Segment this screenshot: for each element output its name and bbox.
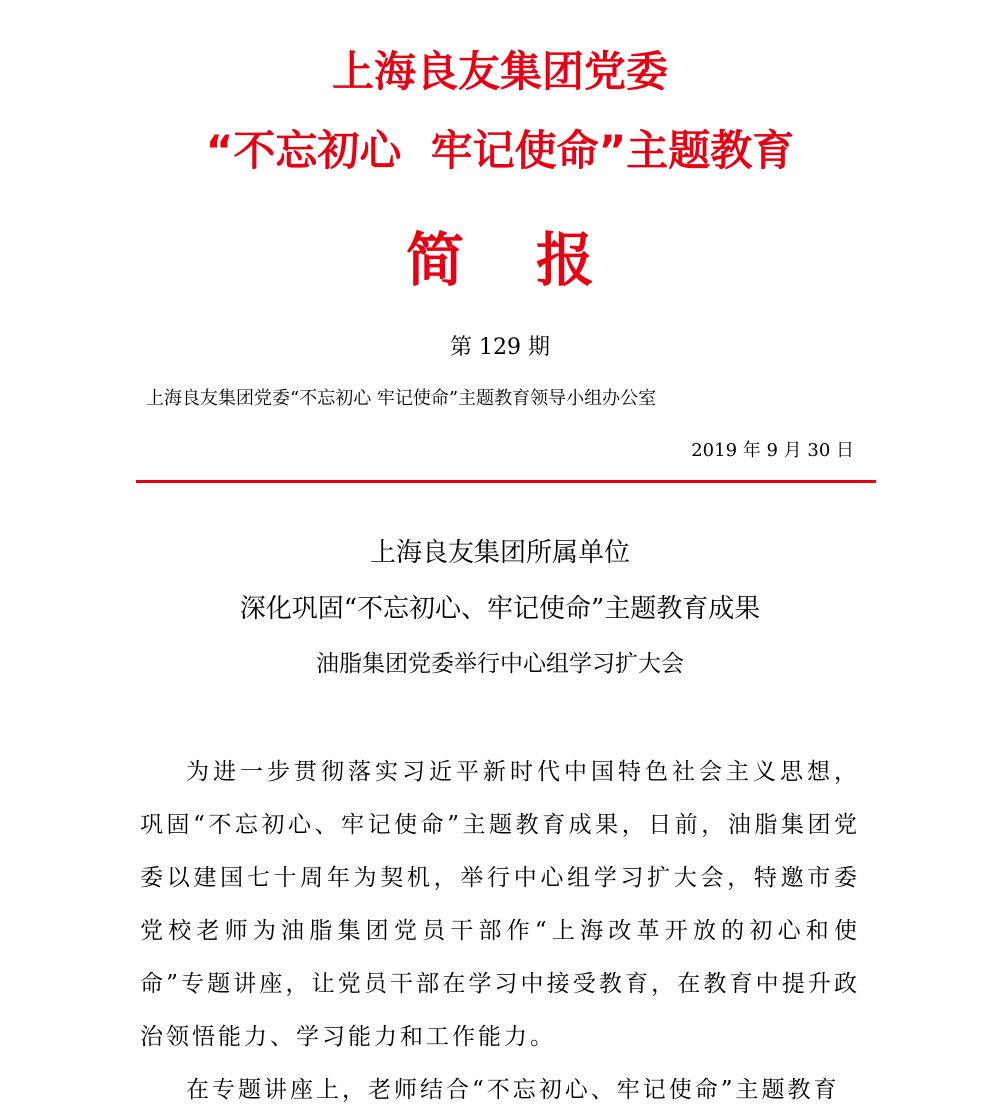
- article-paragraph: 在专题讲座上，老师结合“不忘初心、牢记使命”主题教育: [186, 1077, 840, 1103]
- article-body: [140, 746, 860, 1117]
- article-title-line-2: 深化巩固“不忘初心、牢记使命”主题教育成果: [239, 594, 761, 624]
- issue-number: 第 129 期: [450, 335, 550, 360]
- article-title-line-1: 上海良友集团所属单位: [369, 538, 630, 568]
- red-divider-line: [136, 480, 876, 483]
- header-org-title: 上海良友集团党委: [331, 47, 668, 96]
- issuing-office: 上海良友集团党委“不忘初心 牢记使命”主题教育领导小组办公室: [146, 388, 657, 409]
- header-theme-title: “不忘初心 牢记使命”主题教育: [205, 126, 795, 175]
- header-bulletin-title: 简报: [405, 226, 666, 294]
- article-paragraph: 为进一步贯彻落实习近平新时代中国特色社会主义思想，巩固“不忘初心、牢记使命”主题教育成果，日前，油脂集团党委以建国七十周年为契机，举行中心组学习扩大会，特邀市委党校老师为油脂集团党员干部作“上海改革开放的初心和使命”专题讲座，让党员干部在学习中接受教育，在教育中提升政治领悟能力、学习能力和工作能力。: [140, 759, 860, 1050]
- issue-date: 2019 年 9 月 30 日: [691, 440, 854, 461]
- article-title-line-3: 油脂集团党委举行中心组学习扩大会: [316, 651, 684, 677]
